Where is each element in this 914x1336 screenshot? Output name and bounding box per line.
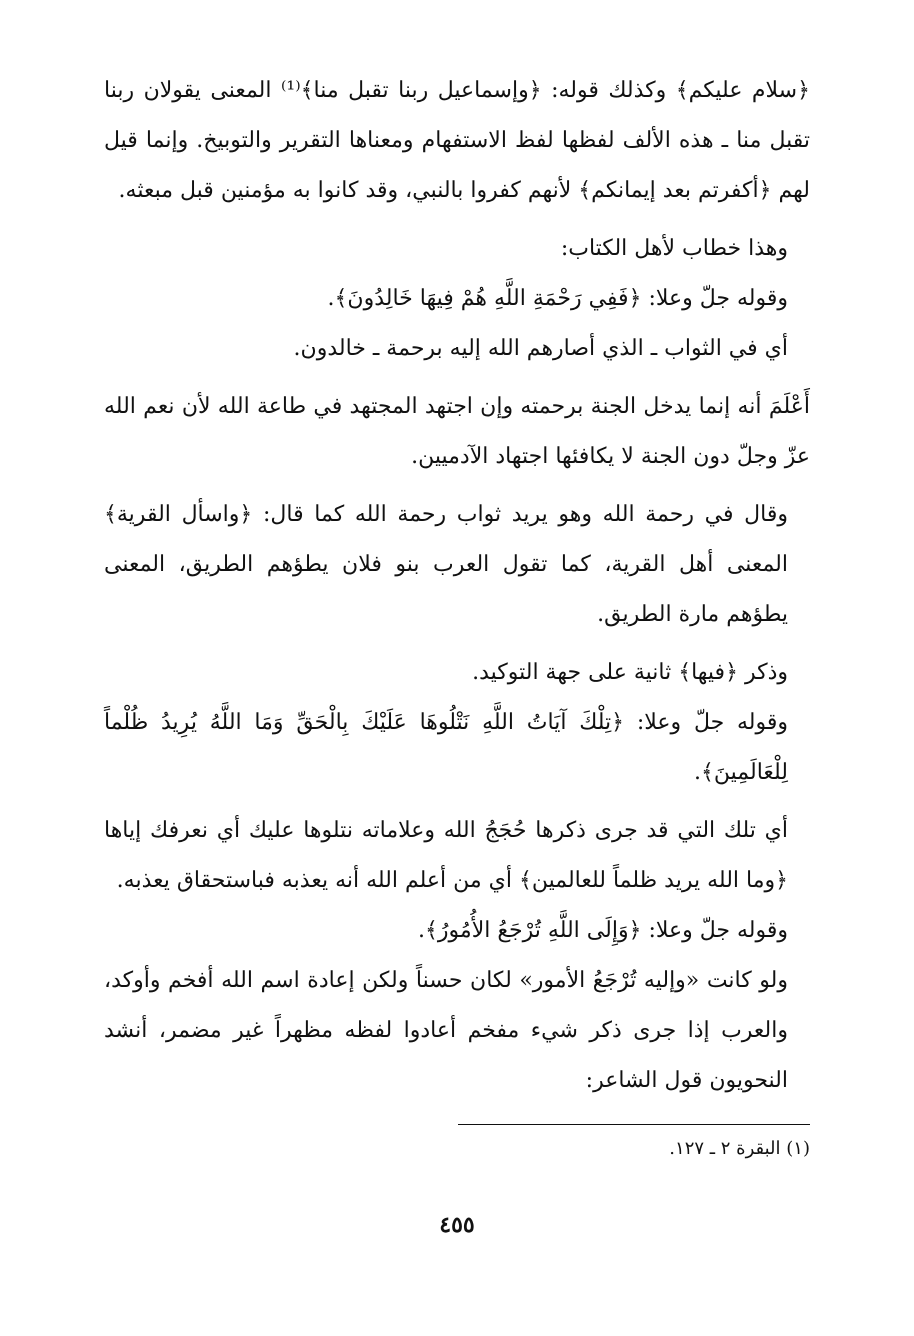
paragraph-9: أي تلك التي قد جرى ذكرها حُجَجُ الله وعلاماته نتلوها عليك أي نعرفك إياها ﴿وما الله يريد ظلماً للعالمين﴾ أي من أعلم الله أنه يعذبه فباستحقاق يعذبه. <box>104 818 788 893</box>
paragraph-6: وقال في رحمة الله وهو يريد ثواب رحمة الله كما قال: ﴿واسأل القرية﴾ المعنى أهل القرية، كما تقول العرب بنو فلان يطؤهم الطريق، المعنى يطؤهم مارة الطريق. <box>104 502 788 627</box>
paragraph-2: وهذا خطاب لأهل الكتاب: <box>560 236 788 261</box>
paragraph-8: وقوله جلّ وعلا: ﴿تِلْكَ آيَاتُ اللَّهِ نَتْلُوهَا عَلَيْكَ بِالْحَقِّ وَمَا اللَّهُ يُرِيدُ ظُلْماً لِلْعَالَمِينَ﴾. <box>104 710 788 785</box>
page-number: ٤٥٥ <box>439 1212 475 1238</box>
footnote: (١) البقرة ٢ ـ ١٢٧. <box>669 1138 810 1159</box>
paragraph-11: ولو كانت «وإليه تُرْجَعُ الأمور» لكان حسناً ولكن إعادة اسم الله أفخم وأوكد، والعرب إذا جرى ذكر شيء مفخم أعادوا لفظه مظهراً غير مضمر، أنشد النحويون قول الشاعر: <box>104 968 788 1093</box>
paragraph-7: وذكر ﴿فيها﴾ ثانية على جهة التوكيد. <box>472 660 788 685</box>
paragraph-1: ﴿سلام عليكم﴾ وكذلك قوله: ﴿وإسماعيل ربنا تقبل منا﴾⁽¹⁾ المعنى يقولان ربنا تقبل منا ـ هذه الألف لفظها لفظ الاستفهام ومعناها التقرير والتوبيخ. وإنما قيل لهم ﴿أكفرتم بعد إيمانكم﴾ لأنهم كفروا بالنبي، وقد كانوا به مؤمنين قبل مبعثه. <box>104 78 810 203</box>
paragraph-5: أَعْلَمَ أنه إنما يدخل الجنة برحمته وإن اجتهد المجتهد في طاعة الله لأن نعم الله عزّ وجلّ دون الجنة لا يكافئها اجتهاد الآدميين. <box>104 394 810 469</box>
paragraph-10: وقوله جلّ وعلا: ﴿وَإِلَى اللَّهِ تُرْجَعُ الأُمُورُ﴾. <box>418 918 788 943</box>
body-text <box>104 66 810 1106</box>
paragraph-3: وقوله جلّ وعلا: ﴿فَفِي رَحْمَةِ اللَّهِ هُمْ فِيهَا خَالِدُونَ﴾. <box>327 286 788 311</box>
footnote-divider <box>458 1124 810 1125</box>
paragraph-4: أي في الثواب ـ الذي أصارهم الله إليه برحمة ـ خالدون. <box>293 336 788 361</box>
